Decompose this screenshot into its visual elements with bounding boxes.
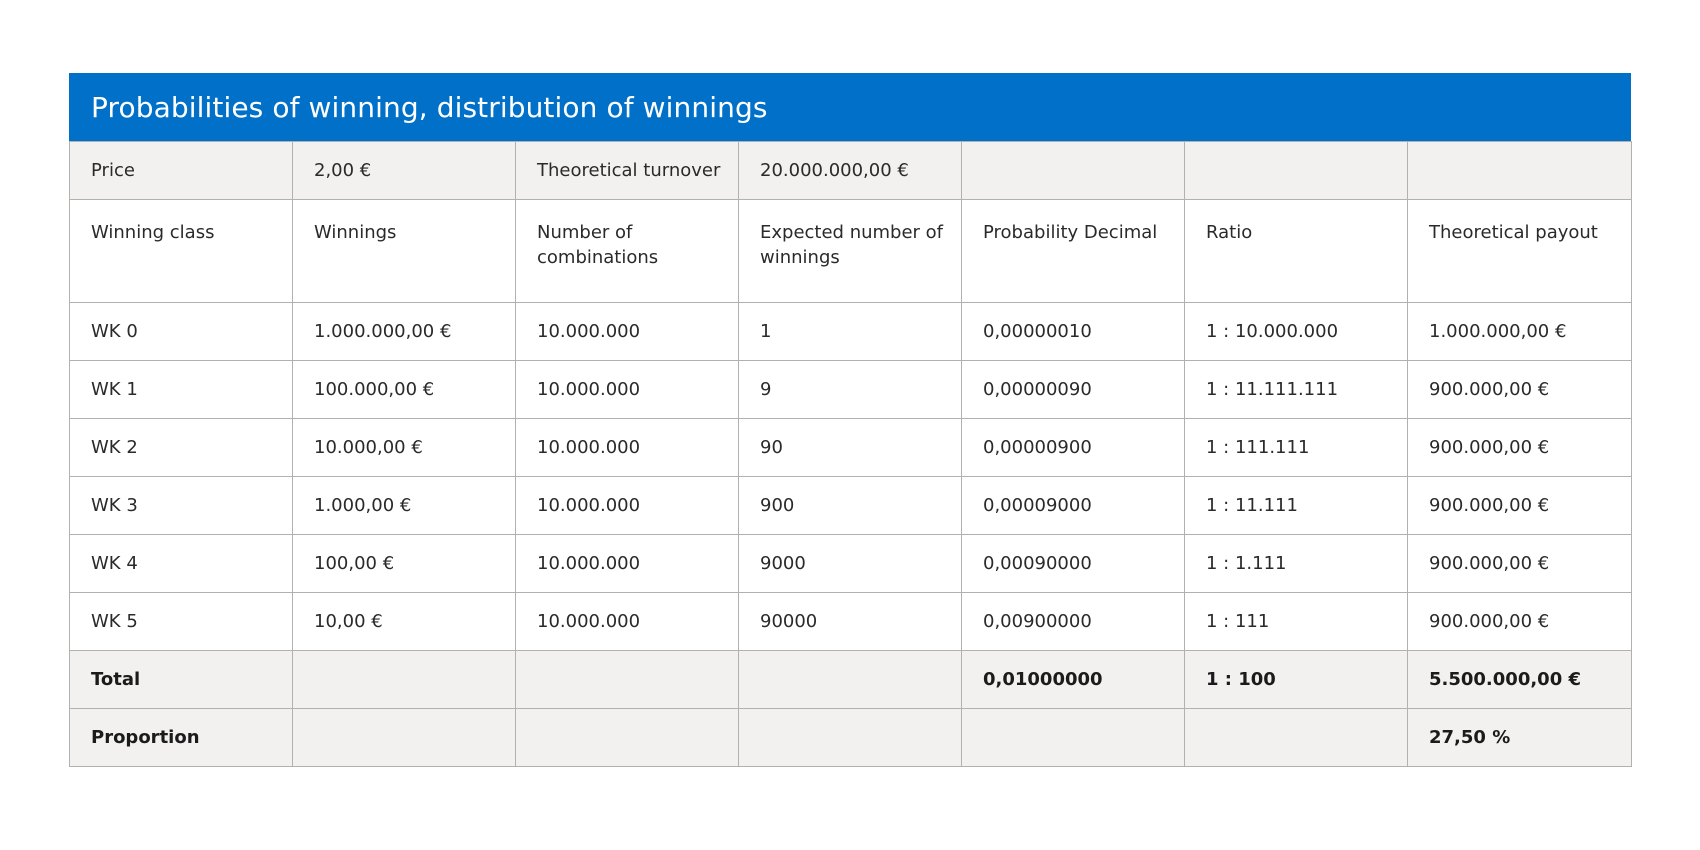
total-row-cell: [293, 651, 516, 709]
table-row-cell: 10.000.000: [516, 593, 739, 651]
table-row-cell: 9000: [739, 535, 962, 593]
table-row-cell: 900.000,00 €: [1408, 535, 1632, 593]
table-row-cell: 10,00 €: [293, 593, 516, 651]
table-row: [70, 593, 1632, 651]
table-row-cell: 10.000.000: [516, 303, 739, 361]
table-row-cell: 10.000.000: [516, 419, 739, 477]
total-row-cell: Total: [70, 651, 293, 709]
table-row-cell: 0,00000900: [962, 419, 1185, 477]
table-row-cell: 0,00000090: [962, 361, 1185, 419]
table-row: [70, 419, 1632, 477]
table-row-cell: 0,00000010: [962, 303, 1185, 361]
header-row-cell: Winnings: [293, 200, 516, 303]
table-row-cell: 1 : 1.111: [1185, 535, 1408, 593]
price-row-cell: [1408, 142, 1632, 200]
price-row-cell: 2,00 €: [293, 142, 516, 200]
table-row-cell: 10.000.000: [516, 535, 739, 593]
table-row-cell: WK 0: [70, 303, 293, 361]
price-row: [70, 142, 1632, 200]
table-row-cell: 10.000.000: [516, 361, 739, 419]
header-row-cell: Theoretical payout: [1408, 200, 1632, 303]
table-row-cell: 100,00 €: [293, 535, 516, 593]
table-row-cell: 9: [739, 361, 962, 419]
table-row-cell: 90: [739, 419, 962, 477]
table-row-cell: 0,00090000: [962, 535, 1185, 593]
total-row-cell: [516, 651, 739, 709]
header-row-cell: Number of combinations: [516, 200, 739, 303]
header-row-cell: Expected number of winnings: [739, 200, 962, 303]
table-title: Probabilities of winning, distribution of winnings: [69, 73, 1631, 141]
table-row-cell: 1 : 11.111: [1185, 477, 1408, 535]
table-row-cell: WK 2: [70, 419, 293, 477]
table-row-cell: WK 3: [70, 477, 293, 535]
table-row-cell: 900.000,00 €: [1408, 593, 1632, 651]
proportion-row-cell: [739, 709, 962, 767]
total-row-cell: 5.500.000,00 €: [1408, 651, 1632, 709]
table-row: [70, 535, 1632, 593]
price-row-cell: Price: [70, 142, 293, 200]
table-row-cell: 1.000.000,00 €: [1408, 303, 1632, 361]
header-row-cell: Ratio: [1185, 200, 1408, 303]
price-row-cell: 20.000.000,00 €: [739, 142, 962, 200]
winnings-table: [69, 141, 1632, 767]
proportion-row-cell: [962, 709, 1185, 767]
price-row-cell: Theoretical turnover: [516, 142, 739, 200]
table-row-cell: 1.000,00 €: [293, 477, 516, 535]
table-row: [70, 477, 1632, 535]
table-row-cell: 900: [739, 477, 962, 535]
proportion-row-cell: Proportion: [70, 709, 293, 767]
table-row-cell: 0,00009000: [962, 477, 1185, 535]
total-row-cell: 0,01000000: [962, 651, 1185, 709]
proportion-row: [70, 709, 1632, 767]
table-row-cell: 1 : 111: [1185, 593, 1408, 651]
table-row-cell: 1: [739, 303, 962, 361]
table-row: [70, 303, 1632, 361]
table-row-cell: 900.000,00 €: [1408, 477, 1632, 535]
proportion-row-cell: 27,50 %: [1408, 709, 1632, 767]
table-row-cell: 10.000.000: [516, 477, 739, 535]
table-row-cell: 1 : 11.111.111: [1185, 361, 1408, 419]
table-row-cell: 900.000,00 €: [1408, 419, 1632, 477]
table-row-cell: 1.000.000,00 €: [293, 303, 516, 361]
proportion-row-cell: [516, 709, 739, 767]
table-row-cell: 10.000,00 €: [293, 419, 516, 477]
table-row-cell: 0,00900000: [962, 593, 1185, 651]
table-row-cell: WK 4: [70, 535, 293, 593]
table-row-cell: 100.000,00 €: [293, 361, 516, 419]
total-row: [70, 651, 1632, 709]
table-row-cell: 90000: [739, 593, 962, 651]
table-row-cell: WK 1: [70, 361, 293, 419]
winnings-table-frame: [69, 73, 1631, 767]
table-row-cell: WK 5: [70, 593, 293, 651]
header-row-cell: Winning class: [70, 200, 293, 303]
proportion-row-cell: [1185, 709, 1408, 767]
price-row-cell: [962, 142, 1185, 200]
header-row: [70, 200, 1632, 303]
table-row-cell: 900.000,00 €: [1408, 361, 1632, 419]
table-row: [70, 361, 1632, 419]
total-row-cell: [739, 651, 962, 709]
header-row-cell: Probability Decimal: [962, 200, 1185, 303]
table-row-cell: 1 : 111.111: [1185, 419, 1408, 477]
price-row-cell: [1185, 142, 1408, 200]
table-row-cell: 1 : 10.000.000: [1185, 303, 1408, 361]
total-row-cell: 1 : 100: [1185, 651, 1408, 709]
proportion-row-cell: [293, 709, 516, 767]
